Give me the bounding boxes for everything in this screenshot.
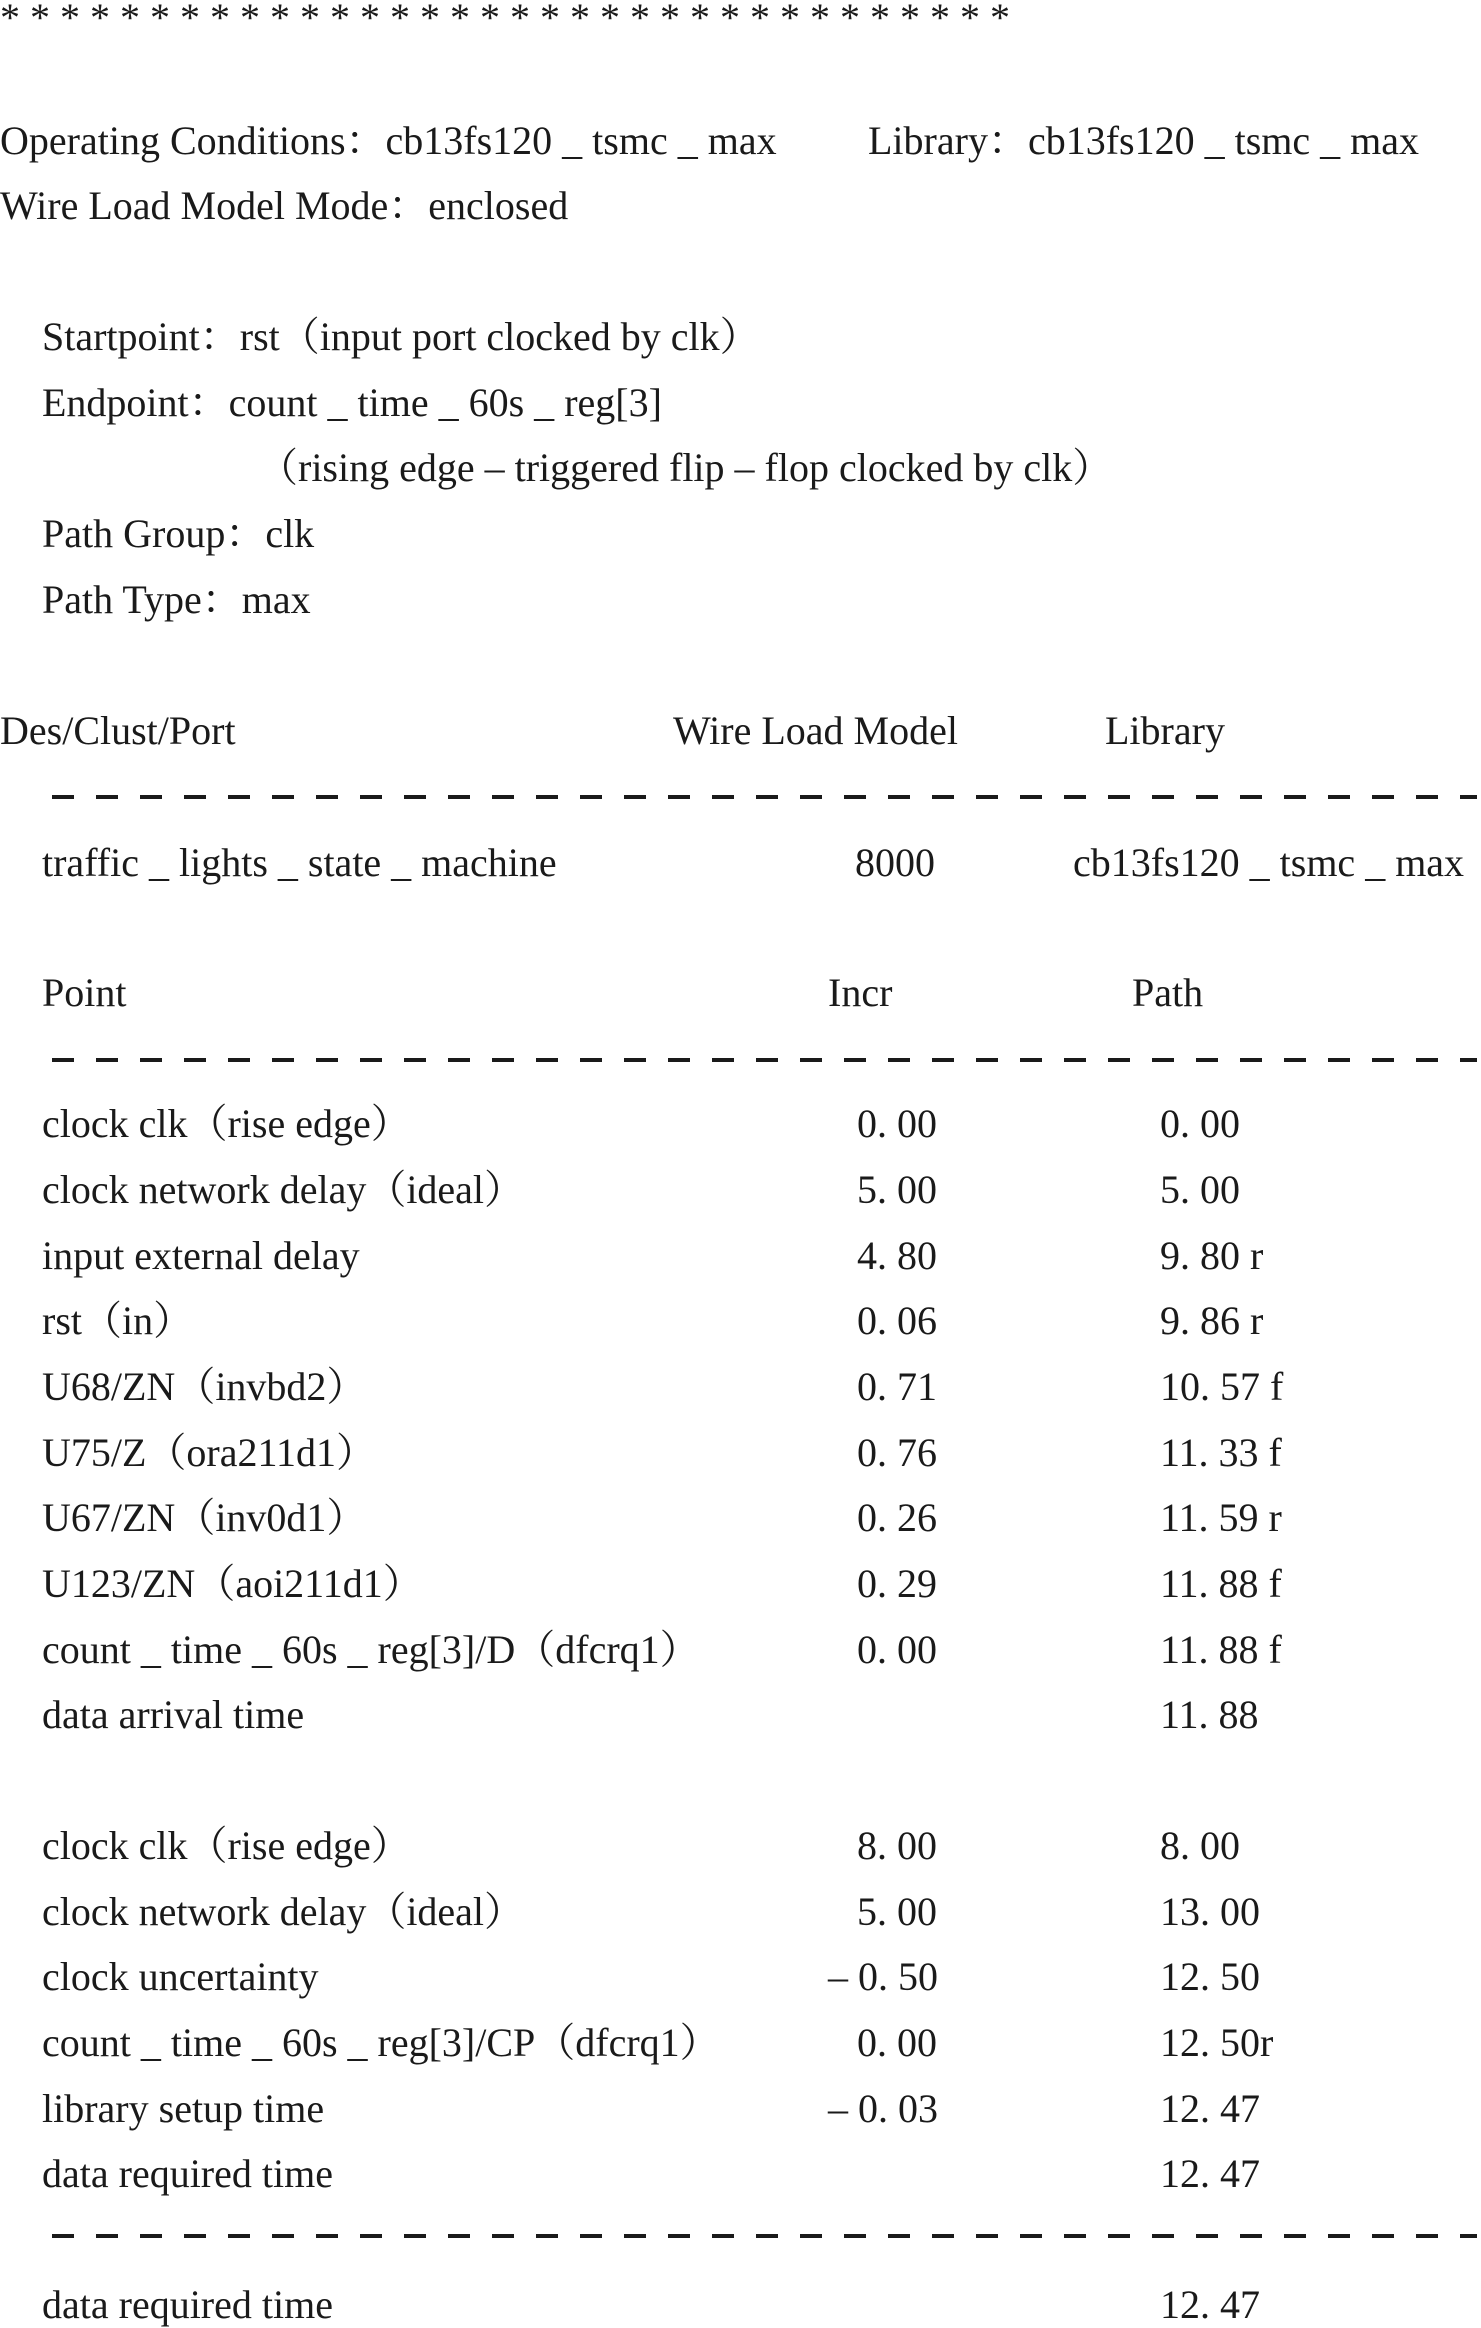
design-header-library: Library	[1105, 708, 1225, 753]
timing-row-path: 0. 00	[1160, 1101, 1240, 1146]
timing-row-path: 10. 57 f	[1160, 1364, 1284, 1409]
divider	[52, 795, 1477, 799]
timing-row-incr: 5. 00	[857, 1889, 937, 1934]
timing-row-point: U123/ZN（aoi211d1）	[42, 1561, 423, 1606]
timing-row-point: input external delay	[42, 1233, 360, 1278]
timing-row-path: 11. 88 f	[1160, 1561, 1282, 1606]
timing-row-path: 8. 00	[1160, 1823, 1240, 1868]
timing-row-point: count _ time _ 60s _ reg[3]/CP（dfcrq1）	[42, 2020, 720, 2065]
star-separator: * * * * * * * * * * * * * * * * * * * * * * * * * * * * * * * * * *	[0, 0, 1010, 40]
timing-row-point: clock network delay（ideal）	[42, 1889, 525, 1934]
timing-row-incr: 0. 00	[857, 1101, 937, 1146]
timing-row-incr: 0. 29	[857, 1561, 937, 1606]
divider	[52, 2234, 1477, 2238]
path-group: Path Group：clk	[42, 511, 315, 556]
timing-row-incr: 8. 00	[857, 1823, 937, 1868]
timing-header-incr: Incr	[828, 970, 893, 1015]
operating-conditions: Operating Conditions：cb13fs120 _ tsmc _ max	[0, 118, 777, 163]
timing-row-path: 9. 86 r	[1160, 1298, 1264, 1343]
timing-row-incr: – 0. 50	[828, 1954, 938, 1999]
timing-row-incr: 0. 00	[857, 2020, 937, 2065]
timing-row-incr: 0. 71	[857, 1364, 937, 1409]
timing-row-path: 9. 80 r	[1160, 1233, 1264, 1278]
timing-row-path: 5. 00	[1160, 1167, 1240, 1212]
timing-row-point: U67/ZN（inv0d1）	[42, 1495, 367, 1540]
design-row-port: traffic _ lights _ state _ machine	[42, 840, 557, 885]
timing-header-point: Point	[42, 970, 127, 1015]
data-arrival-time-label: data arrival time	[42, 1692, 305, 1737]
endpoint-detail: （rising edge – triggered flip – flop clocked by clk）	[258, 445, 1113, 490]
timing-row-point: clock uncertainty	[42, 1954, 319, 1999]
timing-row-path: 11. 33 f	[1160, 1430, 1282, 1475]
startpoint: Startpoint：rst（input port clocked by clk）	[42, 314, 760, 359]
data-required-time-value: 12. 47	[1160, 2151, 1260, 2196]
design-row-wire-load: 8000	[855, 840, 935, 885]
timing-header-path: Path	[1132, 970, 1204, 1015]
design-header-wire-load: Wire Load Model	[673, 708, 958, 753]
timing-row-point: rst（in）	[42, 1298, 194, 1343]
timing-row-incr: 0. 00	[857, 1627, 937, 1672]
design-row-library: cb13fs120 _ tsmc _ max	[1073, 840, 1465, 885]
data-required-time-label: data required time	[42, 2151, 333, 2196]
summary-required-time-value: 12. 47	[1160, 2282, 1260, 2327]
timing-row-point: count _ time _ 60s _ reg[3]/D（dfcrq1）	[42, 1627, 700, 1672]
timing-row-point: clock clk（rise edge）	[42, 1101, 411, 1146]
timing-row-incr: 0. 06	[857, 1298, 937, 1343]
timing-row-path: 11. 88 f	[1160, 1627, 1282, 1672]
timing-row-incr: 0. 76	[857, 1430, 937, 1475]
path-type: Path Type：max	[42, 577, 311, 622]
timing-row-incr: 0. 26	[857, 1495, 937, 1540]
timing-row-point: U75/Z（ora211d1）	[42, 1430, 377, 1475]
timing-row-point: clock network delay（ideal）	[42, 1167, 525, 1212]
divider	[52, 1058, 1477, 1062]
timing-row-path: 13. 00	[1160, 1889, 1260, 1934]
timing-row-incr: – 0. 03	[828, 2086, 938, 2131]
design-header-port: Des/Clust/Port	[0, 708, 236, 753]
timing-row-point: U68/ZN（invbd2）	[42, 1364, 367, 1409]
timing-row-incr: 4. 80	[857, 1233, 937, 1278]
timing-row-point: clock clk（rise edge）	[42, 1823, 411, 1868]
data-arrival-time-value: 11. 88	[1160, 1692, 1259, 1737]
timing-row-point: library setup time	[42, 2086, 325, 2131]
timing-row-path: 12. 47	[1160, 2086, 1260, 2131]
endpoint: Endpoint：count _ time _ 60s _ reg[3]	[42, 380, 662, 425]
timing-row-path: 11. 59 r	[1160, 1495, 1282, 1540]
library-info: Library：cb13fs120 _ tsmc _ max	[868, 118, 1419, 163]
timing-row-incr: 5. 00	[857, 1167, 937, 1212]
wire-load-model-mode: Wire Load Model Mode：enclosed	[0, 183, 569, 228]
summary-required-time-label: data required time	[42, 2282, 333, 2327]
timing-row-path: 12. 50	[1160, 1954, 1260, 1999]
timing-row-path: 12. 50r	[1160, 2020, 1274, 2065]
